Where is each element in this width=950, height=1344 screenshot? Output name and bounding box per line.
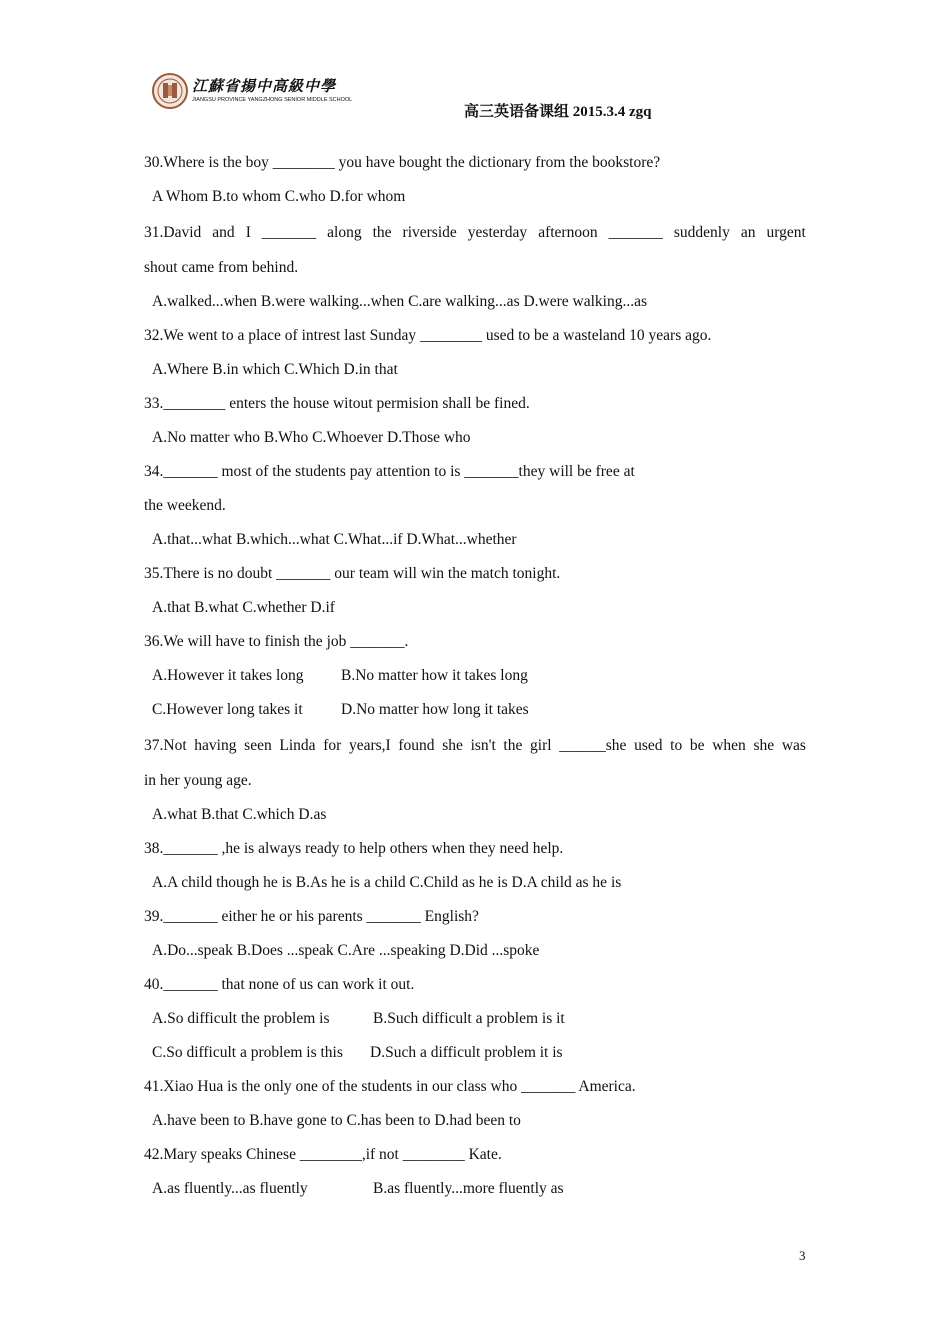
- option-b: B.Such difficult a problem is it: [373, 1010, 565, 1027]
- question-39-stem: 39._______ either he or his parents _______ English?: [144, 908, 479, 925]
- option-b: B.as fluently...more fluently as: [373, 1180, 564, 1197]
- question-32-options: A.Where B.in which C.Which D.in that: [152, 361, 398, 378]
- stem-word: the: [372, 224, 392, 241]
- question-34-stem: 34._______ most of the students pay attention to is _______they will be free at: [144, 463, 635, 480]
- stem-word: along: [327, 224, 362, 241]
- question-30-options: A Whom B.to whom C.who D.for whom: [152, 188, 406, 205]
- question-34-options: A.that...what B.which...what C.What...if D.What...whether: [152, 531, 517, 548]
- stem-word: yesterday: [467, 224, 528, 241]
- question-31-stem: [144, 214, 806, 251]
- stem-word: afternoon: [538, 224, 598, 241]
- school-name-script: 江蘇省揚中高級中學: [192, 79, 337, 95]
- stem-word: 31.David: [144, 224, 202, 241]
- question-31-options: A.walked...when B.were walking...when C.are walking...as D.were walking...as: [152, 293, 648, 310]
- stem-word: used: [634, 737, 663, 754]
- question-36-options-ab: [144, 659, 806, 693]
- question-38-options: A.A child though he is B.As he is a child C.Child as he is D.A child as he is: [152, 874, 622, 891]
- question-37-options: A.what B.that C.which D.as: [152, 806, 327, 823]
- stem-word: was: [781, 737, 806, 754]
- stem-word: having: [194, 737, 237, 754]
- school-logo: [152, 73, 353, 113]
- stem-word: urgent: [766, 224, 806, 241]
- stem-word: be: [689, 737, 705, 754]
- stem-word: ______she: [559, 737, 627, 754]
- question-31-stem-continued: shout came from behind.: [144, 259, 299, 276]
- question-30-stem: 30.Where is the boy ________ you have bought the dictionary from the bookstore?: [144, 154, 661, 171]
- stem-word: I: [245, 224, 251, 241]
- question-40-options-cd: [144, 1036, 806, 1070]
- stem-word: isn't: [470, 737, 496, 754]
- stem-word: _______: [608, 224, 663, 241]
- question-34-stem-continued: the weekend.: [144, 497, 226, 514]
- question-37-stem-continued: in her young age.: [144, 772, 252, 789]
- question-42-stem: 42.Mary speaks Chinese ________,if not ________ Kate.: [144, 1146, 502, 1163]
- stem-word: Linda: [279, 737, 316, 754]
- question-40-stem: 40._______ that none of us can work it out.: [144, 976, 415, 993]
- question-38-stem: 38._______ ,he is always ready to help others when they need help.: [144, 840, 564, 857]
- question-39-options: A.Do...speak B.Does ...speak C.Are ...speaking D.Did ...spoke: [152, 942, 540, 959]
- page-number: 3: [799, 1248, 806, 1263]
- stem-word: to: [670, 737, 683, 754]
- question-33-options: A.No matter who B.Who C.Whoever D.Those who: [152, 429, 471, 446]
- question-list: [144, 146, 806, 1206]
- question-36-stem: 36.We will have to finish the job _______.: [144, 633, 409, 650]
- option-a: A.However it takes long: [152, 667, 304, 684]
- stem-word: the: [503, 737, 523, 754]
- option-d: D.No matter how long it takes: [341, 701, 529, 718]
- stem-word: she: [442, 737, 463, 754]
- school-name-english: JIANGSU PROVINCE YANGZHONG SENIOR MIDDLE SCHOOL: [192, 97, 353, 103]
- option-a: A.So difficult the problem is: [152, 1010, 330, 1027]
- school-seal-icon: [152, 73, 188, 109]
- stem-word: for: [323, 737, 342, 754]
- option-a: A.as fluently...as fluently: [152, 1180, 308, 1197]
- option-d: D.Such a difficult problem it is: [370, 1044, 563, 1061]
- question-42-options-ab: [144, 1172, 806, 1206]
- header-title: 高三英语备课组 2015.3.4 zgq: [464, 104, 652, 120]
- question-41-stem: 41.Xiao Hua is the only one of the students in our class who _______ America.: [144, 1078, 636, 1095]
- stem-word: she: [753, 737, 775, 754]
- question-32-stem: 32.We went to a place of intrest last Sunday ________ used to be a wasteland 10 years ago.: [144, 327, 712, 344]
- stem-word: 37.Not: [144, 737, 187, 754]
- stem-word: riverside: [402, 224, 457, 241]
- stem-word: an: [740, 224, 756, 241]
- question-40-options-ab: [144, 1002, 806, 1036]
- stem-word: and: [212, 224, 235, 241]
- question-37-stem: [144, 727, 806, 764]
- question-33-stem: 33.________ enters the house witout permision shall be fined.: [144, 395, 530, 412]
- stem-word: _______: [261, 224, 317, 241]
- stem-word: suddenly: [673, 224, 730, 241]
- stem-word: girl: [530, 737, 552, 754]
- stem-word: years,I: [348, 737, 391, 754]
- option-b: B.No matter how it takes long: [341, 667, 528, 684]
- option-c: C.However long takes it: [152, 701, 303, 718]
- question-35-options: A.that B.what C.whether D.if: [152, 599, 335, 616]
- stem-word: seen: [244, 737, 272, 754]
- question-35-stem: 35.There is no doubt _______ our team will win the match tonight.: [144, 565, 561, 582]
- question-41-options: A.have been to B.have gone to C.has been to D.had been to: [152, 1112, 521, 1129]
- stem-word: found: [398, 737, 435, 754]
- stem-word: when: [712, 737, 746, 754]
- question-36-options-cd: [144, 693, 806, 727]
- option-c: C.So difficult a problem is this: [152, 1044, 343, 1061]
